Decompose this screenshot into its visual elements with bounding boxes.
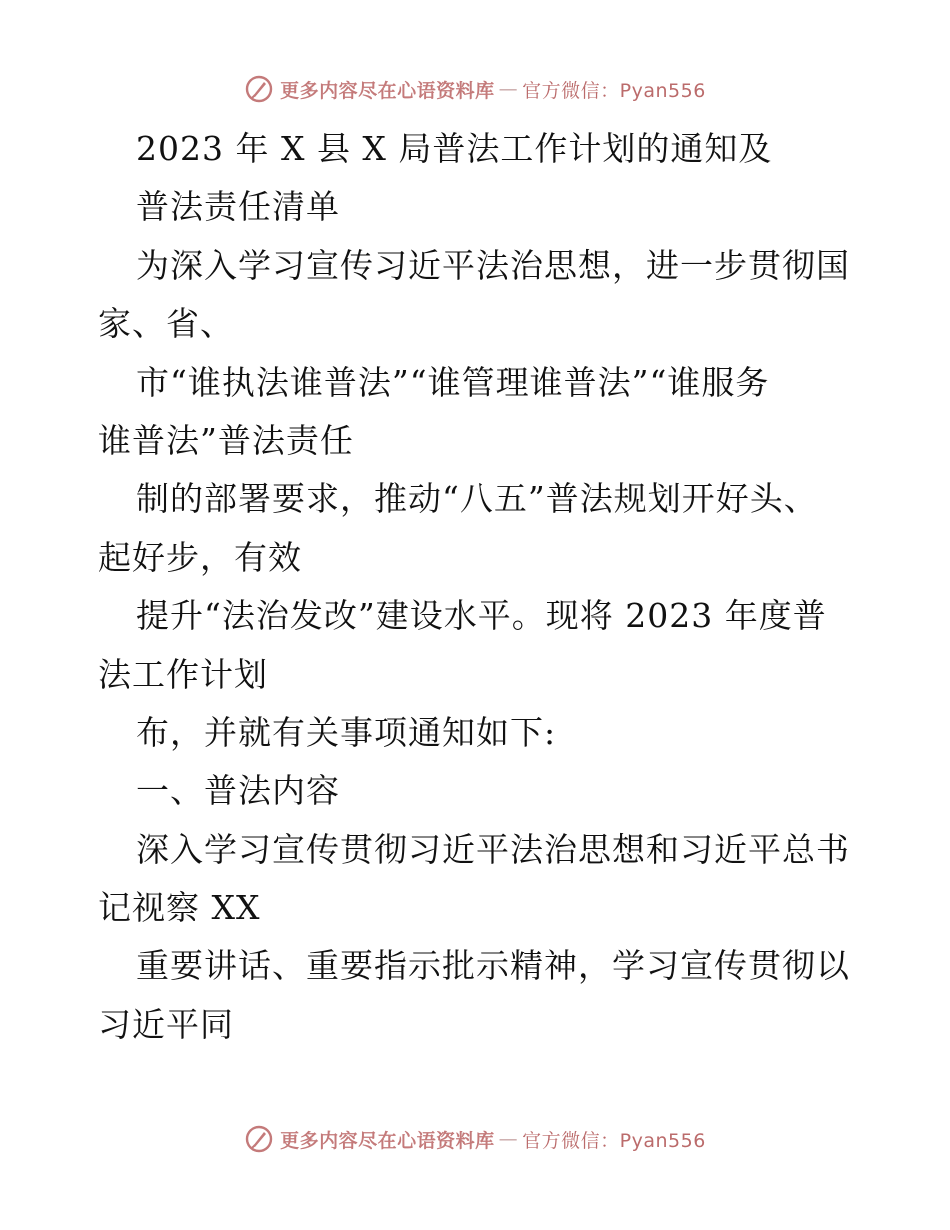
quill-logo-icon: [244, 1124, 274, 1154]
watermark-wechat-text: 官方微信：Pyan556: [522, 79, 706, 102]
paragraph-line: 法工作计划: [98, 654, 268, 694]
paragraph-line: 市“谁执法谁普法”“谁管理谁普法”“谁服务: [136, 362, 770, 402]
watermark-wechat-text: 官方微信：Pyan556: [522, 1129, 706, 1152]
watermark-dash: —: [498, 78, 519, 100]
paragraph-line: 家、省、: [98, 304, 234, 344]
watermark-dash: —: [498, 1128, 519, 1150]
paragraph-line: 提升“法治发改”建设水平。现将 2023 年度普: [136, 596, 827, 636]
document-title-line-2: 普法责任清单: [136, 187, 340, 227]
paragraph-line: 习近平同: [98, 1004, 234, 1044]
watermark-header: [0, 74, 950, 104]
paragraph-line: 为深入学习宣传习近平法治思想，进一步贯彻国: [136, 245, 850, 285]
paragraph-line: 深入学习宣传贯彻习近平法治思想和习近平总书: [136, 829, 850, 869]
paragraph-line: 起好步，有效: [98, 537, 302, 577]
paragraph-line: 制的部署要求，推动“八五”普法规划开好头、: [136, 479, 818, 519]
paragraph-line: 重要讲话、重要指示批示精神，学习宣传贯彻以: [136, 946, 850, 986]
watermark-main-text: 更多内容尽在心语资料库: [280, 79, 495, 102]
watermark-main-text: 更多内容尽在心语资料库: [280, 1129, 495, 1152]
paragraph-line: 记视察 XX: [98, 888, 261, 928]
quill-logo-icon: [244, 74, 274, 104]
document-title-line-1: 2023 年 X 县 X 局普法工作计划的通知及: [136, 129, 773, 168]
section-heading: 一、普法内容: [136, 771, 340, 811]
watermark-footer: [0, 1124, 950, 1154]
paragraph-line: 谁普法”普法责任: [98, 420, 354, 460]
document-body: [98, 120, 858, 1054]
paragraph-line: 布，并就有关事项通知如下:: [136, 712, 557, 752]
